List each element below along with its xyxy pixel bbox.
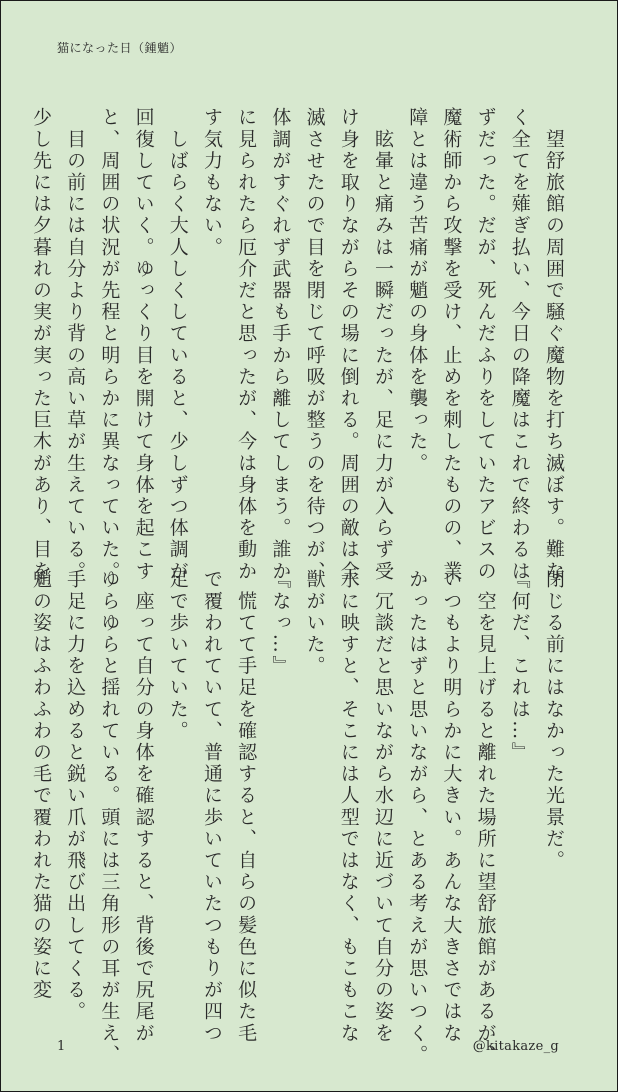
- text-line: 体調がすぐれず武器も手から離してしまう。誰か: [269, 107, 292, 583]
- text-line: け身を取りながらその場に倒れる。周囲の敵は全: [337, 107, 360, 583]
- text-line: ゆらゆらと揺れている。頭には三角形の耳が生え、: [98, 569, 121, 1066]
- text-line: 手足に力を込めると鋭い爪が飛び出してくる。: [64, 569, 87, 1023]
- author-handle: @kitakaze_g: [472, 1039, 559, 1054]
- text-line: 足で歩いていた。: [166, 569, 189, 742]
- text-line: かったはずと思いながら、とある考えが思いつく。: [406, 569, 429, 1066]
- text-line: に見られたら厄介だと思ったが、今は身体を動か: [235, 107, 258, 583]
- text-line: 『何だ、これは…』: [508, 569, 531, 764]
- text-line: 座って自分の身体を確認すると、背後で尻尾が: [132, 569, 155, 1045]
- page-number: 1: [57, 1039, 66, 1054]
- text-line: 獣がいた。: [303, 569, 326, 677]
- text-line: 空を見上げると離れた場所に望舒旅館があるが、: [474, 569, 497, 1066]
- text-line: いつもより明らかに大きい。あんな大きさではな: [440, 569, 463, 1045]
- text-line: しばらく大人しくしていると、少しずつ体調が: [166, 107, 189, 583]
- text-line: 閉じる前にはなかった光景だ。: [543, 569, 565, 872]
- text-line: 魔術師から攻撃を受け、止めを刺したものの、業: [440, 107, 463, 583]
- text-line: と、周囲の状況が先程と明らかに異なっていた。: [98, 107, 121, 583]
- text-line: 冗談だと思いながら水辺に近づいて自分の姿を: [371, 569, 394, 1045]
- text-line: 障とは違う苦痛が魈の身体を襲った。: [406, 107, 429, 475]
- text-line: 慌てて手足を確認すると、自らの髪色に似た毛: [235, 569, 258, 1045]
- text-line: 『なっ…』: [269, 569, 292, 677]
- text-line: 目の前には自分より背の高い草が生えている。: [64, 107, 87, 583]
- text-line: ずだった。だが、死んだふりをしていたアビスの: [474, 107, 497, 583]
- text-line: 滅させたので目を閉じて呼吸が整うのを待つが、: [303, 107, 326, 583]
- text-line: 眩暈と痛みは一瞬だったが、足に力が入らず受: [371, 107, 394, 583]
- text-line: す気力もない。: [200, 107, 223, 259]
- page-title: 猫になった日（鍾魈）: [57, 41, 183, 55]
- text-line: 少し先には夕暮れの実が実った巨木があり、目を: [29, 107, 52, 583]
- text-line: で覆われていて、普通に歩いていたつもりが四つ: [200, 569, 223, 1045]
- text-line: 望舒旅館の周囲で騒ぐ魔物を打ち滅ぼす。難な: [543, 107, 565, 583]
- text-line: 回復していく。ゆっくり目を開けて身体を起こす: [132, 107, 155, 583]
- upper-text-block: [24, 107, 571, 583]
- text-line: 魈の姿はふわふわの毛で覆われた猫の姿に変: [29, 569, 52, 1001]
- text-line: く全てを薙ぎ払い、今日の降魔はこれで終わるは: [508, 107, 531, 583]
- text-line: 水に映すと、そこには人型ではなく、もこもこな: [337, 569, 360, 1045]
